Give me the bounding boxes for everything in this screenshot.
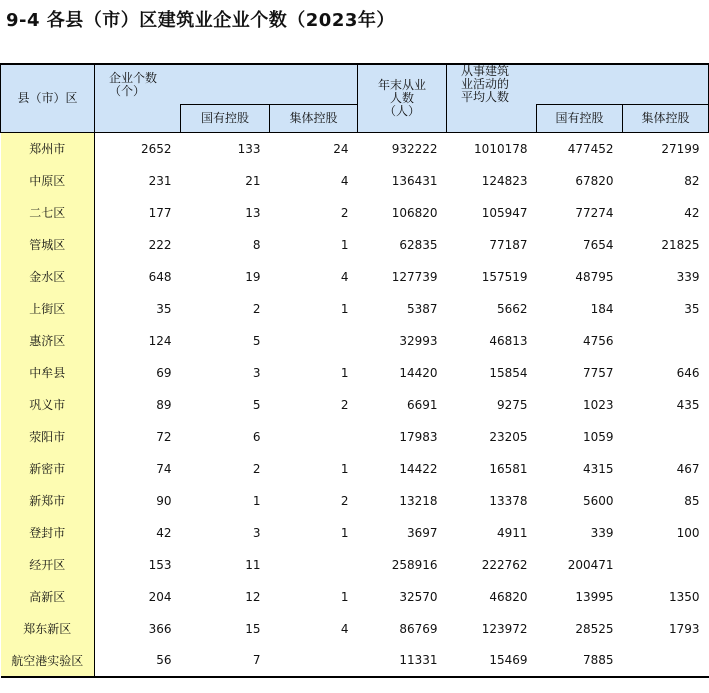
table-cell: 124 [148, 333, 172, 348]
header-collective-2: 集体控股 [623, 105, 709, 133]
table-cell: 9275 [496, 397, 528, 412]
table-cell: 1 [340, 301, 349, 316]
table-cell: 1 [340, 589, 349, 604]
table-cell: 124823 [481, 173, 528, 188]
table-cell: 13995 [575, 589, 614, 604]
table-cell: 6691 [406, 397, 438, 412]
table-cell [270, 645, 358, 677]
table-cell: 1 [340, 237, 349, 252]
table-row [1, 581, 709, 613]
table-cell: 15469 [447, 645, 537, 677]
table-cell: 24 [333, 141, 349, 156]
table-row [1, 517, 709, 549]
table-cell: 72 [156, 429, 172, 444]
header-avg-persons: 从事建筑 业活动的 平均人数 [447, 64, 709, 105]
row-region-name: 中原区 [1, 165, 95, 197]
table-cell: 21825 [661, 237, 700, 252]
table-cell: 646 [676, 365, 700, 380]
table-cell: 105947 [481, 205, 528, 220]
table-cell: 19 [245, 269, 261, 284]
row-region-name: 金水区 [1, 261, 95, 293]
table-cell: 82 [684, 173, 700, 188]
header-year-end-persons: 年末从业 人数 （人） [358, 64, 447, 133]
table-cell: 106820 [391, 205, 438, 220]
table-cell [623, 549, 709, 581]
table-cell: 2 [252, 461, 261, 476]
table-cell: 177 [148, 205, 172, 220]
row-region-name: 经开区 [1, 549, 95, 581]
table-cell: 1 [340, 525, 349, 540]
table-cell: 16581 [489, 461, 528, 476]
table-cell: 136431 [391, 173, 438, 188]
table-cell: 5 [252, 397, 261, 412]
table-cell: 184 [590, 301, 614, 316]
table-cell: 15 [245, 621, 261, 636]
table-row [1, 133, 709, 165]
row-region-name: 上街区 [1, 293, 95, 325]
table-row [1, 197, 709, 229]
table-cell: 86769 [399, 621, 438, 636]
table-cell: 3 [252, 525, 261, 540]
row-region-name: 巩义市 [1, 389, 95, 421]
table-cell: 77274 [575, 205, 614, 220]
table-cell: 23205 [489, 429, 528, 444]
table-cell [270, 421, 358, 453]
table-cell: 12 [245, 589, 261, 604]
table-cell: 100 [676, 525, 700, 540]
table-cell: 258916 [391, 557, 438, 572]
table-cell: 28525 [575, 621, 614, 636]
table-cell: 13218 [399, 493, 438, 508]
table-cell: 1793 [668, 621, 700, 636]
table-cell: 77187 [489, 237, 528, 252]
table-cell: 42 [684, 205, 700, 220]
table-cell: 467 [676, 461, 700, 476]
table-cell: 5387 [406, 301, 438, 316]
table-row [1, 325, 709, 357]
table-cell: 1010178 [474, 141, 528, 156]
table-cell: 435 [676, 397, 700, 412]
table-body [1, 133, 709, 677]
table-cell: 477452 [567, 141, 614, 156]
table-cell: 231 [148, 173, 172, 188]
table-cell: 222762 [481, 557, 528, 572]
row-region-name: 登封市 [1, 517, 95, 549]
table-cell: 5600 [582, 493, 614, 508]
table-cell: 204 [148, 589, 172, 604]
table-cell: 366 [148, 621, 172, 636]
table-cell: 133 [237, 141, 261, 156]
table-cell: 4911 [496, 525, 528, 540]
row-region-name: 郑东新区 [1, 613, 95, 645]
row-region-name: 高新区 [1, 581, 95, 613]
table-cell: 7885 [537, 645, 623, 677]
table-cell: 123972 [481, 621, 528, 636]
table-cell: 3 [252, 365, 261, 380]
header-state-owned-2: 国有控股 [537, 105, 623, 133]
table-row [1, 165, 709, 197]
table-cell: 157519 [481, 269, 528, 284]
table-cell: 46813 [489, 333, 528, 348]
table-cell: 7757 [582, 365, 614, 380]
table-cell: 127739 [391, 269, 438, 284]
table-cell [623, 645, 709, 677]
table-cell: 153 [148, 557, 172, 572]
table-cell: 6 [252, 429, 261, 444]
header-enterprise-count: 企业个数 （个） [95, 64, 358, 105]
table-cell: 32993 [399, 333, 438, 348]
table-cell: 8 [252, 237, 261, 252]
table-cell: 89 [156, 397, 172, 412]
header-spacer-2 [447, 105, 537, 133]
table-cell: 932222 [391, 141, 438, 156]
table-cell: 14422 [399, 461, 438, 476]
table-cell: 32570 [399, 589, 438, 604]
row-region-name: 惠济区 [1, 325, 95, 357]
table-row [1, 453, 709, 485]
row-region-name: 郑州市 [1, 133, 95, 165]
row-region-name: 新郑市 [1, 485, 95, 517]
table-cell [623, 421, 709, 453]
table-cell: 21 [245, 173, 261, 188]
table-row [1, 389, 709, 421]
row-region-name: 荥阳市 [1, 421, 95, 453]
header-state-owned-1: 国有控股 [181, 105, 270, 133]
table-cell: 5 [252, 333, 261, 348]
table-row [1, 229, 709, 261]
table-row [1, 549, 709, 581]
table-cell: 69 [156, 365, 172, 380]
table-cell: 90 [156, 493, 172, 508]
table-cell [270, 549, 358, 581]
table-cell: 13 [245, 205, 261, 220]
data-table [0, 63, 709, 678]
table-cell: 85 [684, 493, 700, 508]
table-cell: 339 [676, 269, 700, 284]
table-cell: 2 [252, 301, 261, 316]
table-cell: 648 [148, 269, 172, 284]
table-cell: 7 [181, 645, 270, 677]
table-cell: 2652 [140, 141, 172, 156]
table-row [1, 421, 709, 453]
table-cell: 15854 [489, 365, 528, 380]
table-cell: 4 [340, 269, 349, 284]
page-title: 9-4 各县（市）区建筑业企业个数（2023年） [6, 10, 395, 31]
table-cell [623, 325, 709, 357]
table-cell: 4 [340, 621, 349, 636]
table-cell: 5662 [496, 301, 528, 316]
table-cell: 222 [148, 237, 172, 252]
table-row [1, 485, 709, 517]
table-cell: 4756 [582, 333, 614, 348]
table-cell: 42 [156, 525, 172, 540]
row-region-name: 新密市 [1, 453, 95, 485]
table-cell: 7654 [582, 237, 614, 252]
table-header [1, 64, 709, 133]
table-cell: 48795 [575, 269, 614, 284]
table-cell: 2 [340, 493, 349, 508]
table-cell: 1 [340, 365, 349, 380]
table-row [1, 645, 709, 677]
table-cell: 35 [156, 301, 172, 316]
table-cell: 1 [340, 461, 349, 476]
table-cell: 11 [245, 557, 261, 572]
table-cell: 74 [156, 461, 172, 476]
table-cell: 67820 [575, 173, 614, 188]
table-row [1, 293, 709, 325]
table-cell: 27199 [661, 141, 700, 156]
table-cell: 46820 [489, 589, 528, 604]
table-cell: 2 [340, 205, 349, 220]
table-cell: 4 [340, 173, 349, 188]
header-collective-1: 集体控股 [270, 105, 358, 133]
table-cell: 200471 [567, 557, 614, 572]
table-cell: 1059 [582, 429, 614, 444]
table-cell: 3697 [406, 525, 438, 540]
table-cell: 11331 [358, 645, 447, 677]
table-cell: 56 [95, 645, 181, 677]
table-cell: 4315 [582, 461, 614, 476]
table-cell: 339 [590, 525, 614, 540]
table-cell: 1 [252, 493, 261, 508]
header-spacer-1 [95, 105, 181, 133]
table-cell: 62835 [399, 237, 438, 252]
table-cell [270, 325, 358, 357]
row-region-name: 二七区 [1, 197, 95, 229]
row-region-name: 航空港实验区 [1, 645, 95, 677]
row-region-name: 中牟县 [1, 357, 95, 389]
table-cell: 1350 [668, 589, 700, 604]
table-cell: 17983 [399, 429, 438, 444]
table-cell: 35 [684, 301, 700, 316]
table-cell: 13378 [489, 493, 528, 508]
header-region: 县（市）区 [1, 64, 95, 133]
table-row [1, 357, 709, 389]
table-row [1, 261, 709, 293]
table-cell: 2 [340, 397, 349, 412]
table-row [1, 613, 709, 645]
row-region-name: 管城区 [1, 229, 95, 261]
table-cell: 14420 [399, 365, 438, 380]
table-cell: 1023 [582, 397, 614, 412]
